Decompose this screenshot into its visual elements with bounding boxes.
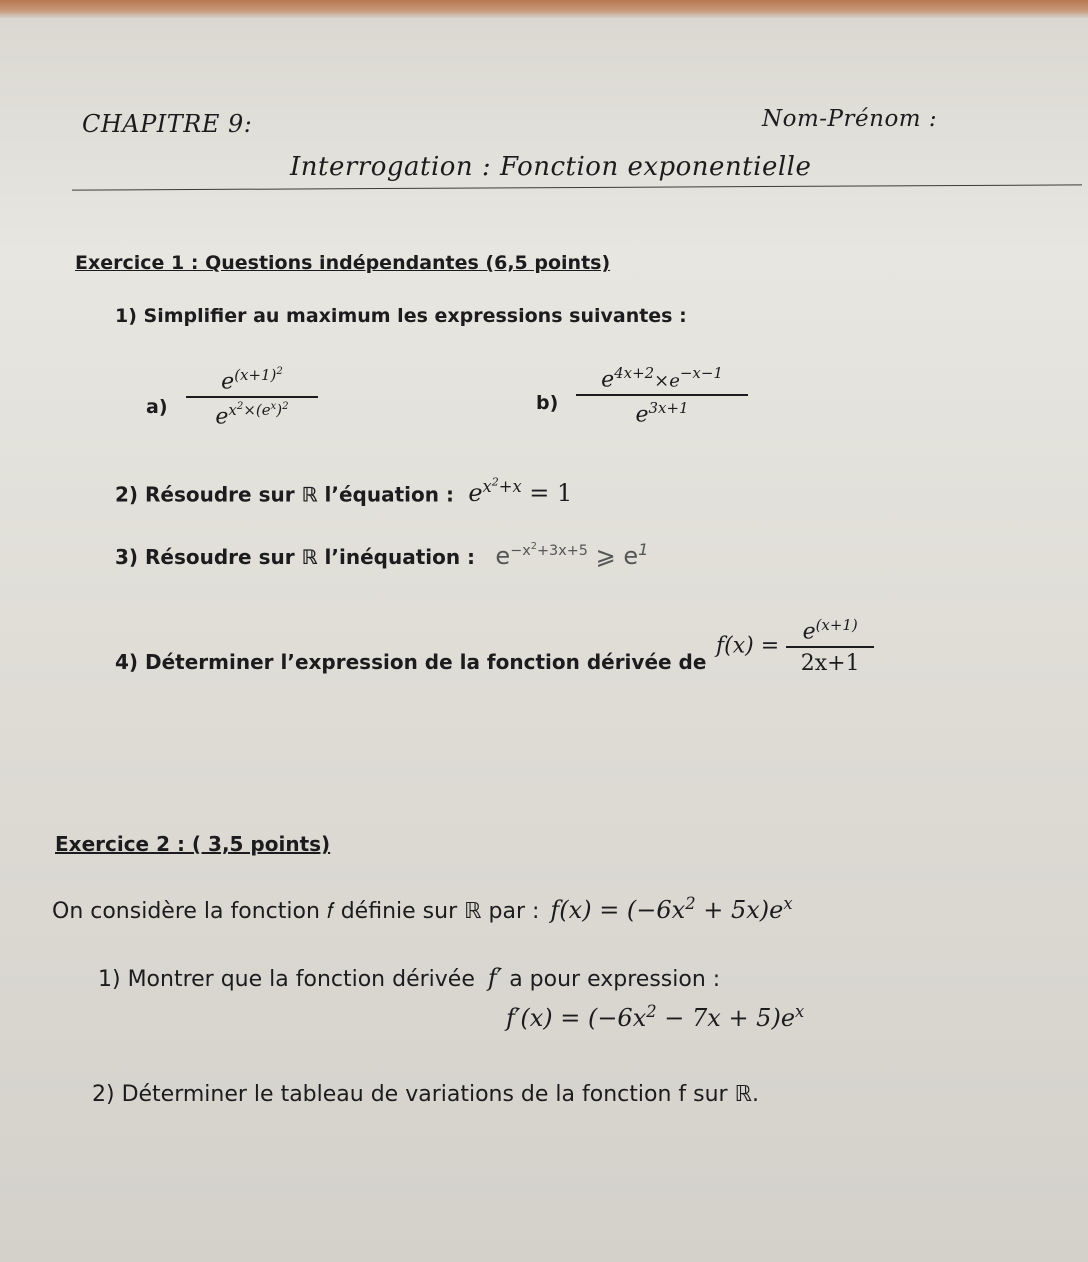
header-divider xyxy=(72,184,1082,190)
chapter-title: CHAPITRE 9: xyxy=(82,110,253,138)
ex1-question-2: 2) Résoudre sur ℝ l’équation : $e^{x^2+x} = 1$ xyxy=(115,476,573,508)
ex1-q1-b-label: b) xyxy=(536,392,559,414)
exercise-2-title: Exercice 2 : ( 3,5 points) xyxy=(55,832,331,856)
page-top-edge xyxy=(0,0,1088,18)
ex1-q1-a-fraction: $\frac{e^{(x+1)^2}}{e^{x^2\times(e^x)^2}}$ xyxy=(186,366,318,430)
ex2-derivative-expression: $f'(x) = (-6x^2 - 7x + 5)e^x$ xyxy=(506,1002,805,1032)
name-label: Nom-Prénom : xyxy=(762,106,938,132)
ex1-q1-a-label: a) xyxy=(146,396,168,418)
ex1-q1-b-fraction: $\frac{e^{4x+2}\times e^{-x-1}}{e^{3x+1}}$ xyxy=(576,364,748,428)
ex2-intro: On considère la fonction 𝑓 définie sur ℝ par : $f(x) = (-6x^2 + 5x)e^x$ xyxy=(52,894,793,924)
ex1-question-4: 4) Déterminer l’expression de la fonction dérivée de xyxy=(115,650,707,674)
ex1-q4-function: f(x) = $\frac{e^{(x+1)}}{2x+1}$ xyxy=(716,616,874,676)
exercise-1-title: Exercice 1 : Questions indépendantes (6,5 points) xyxy=(75,252,611,274)
ex1-question-1: 1) Simplifier au maximum les expressions suivantes : xyxy=(115,305,687,327)
ex2-question-2: 2) Déterminer le tableau de variations de la fonction f sur ℝ. xyxy=(92,1082,759,1107)
ex1-question-3: 3) Résoudre sur ℝ l’inéquation : $e^{-x^2+3x+5}$ ⩾ $e^1$ xyxy=(115,540,649,570)
ex2-question-1: 1) Montrer que la fonction dérivée f′ a pour expression : xyxy=(98,964,721,992)
quiz-title: Interrogation : Fonction exponentielle xyxy=(290,152,812,182)
